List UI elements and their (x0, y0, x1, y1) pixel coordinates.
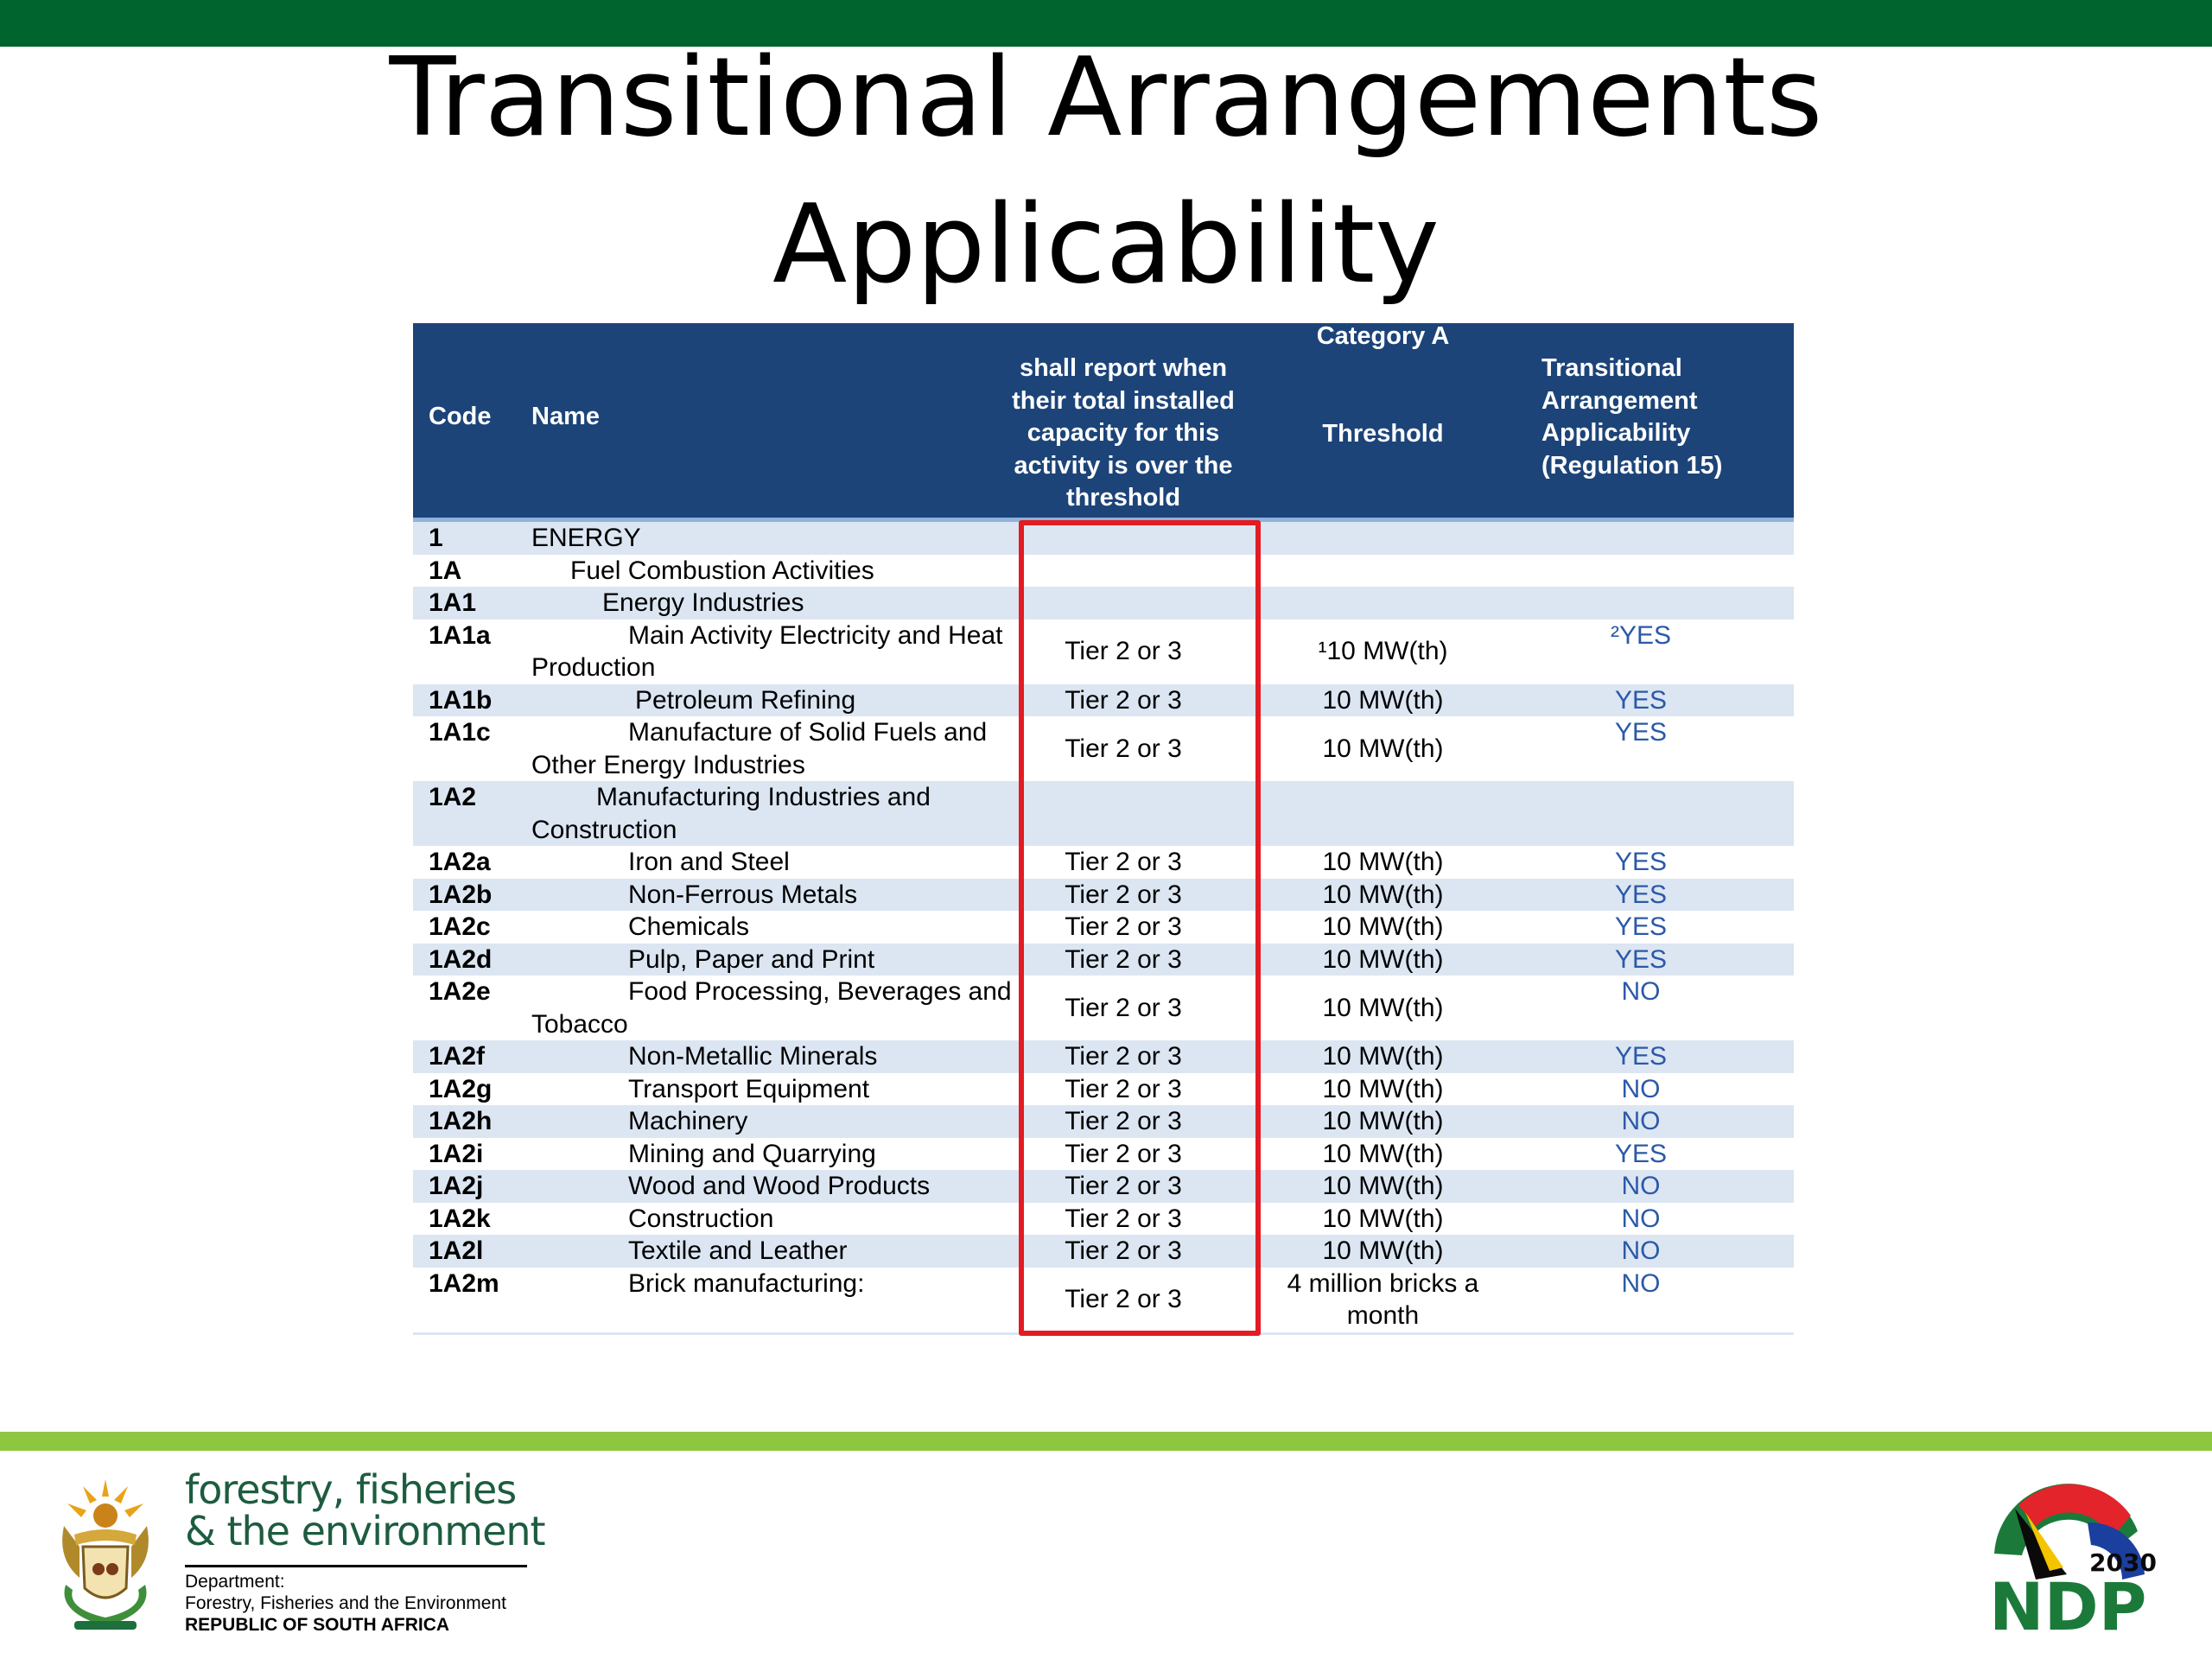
row-code: 1A2l (429, 1236, 484, 1265)
row-code: 1A2m (429, 1268, 499, 1298)
row-code: 1A1b (429, 685, 493, 715)
footer-green-line (0, 1432, 2212, 1451)
department-name-line2: & the environment (185, 1508, 545, 1554)
row-transitional-applicability: YES (1614, 912, 1668, 941)
row-code: 1A2h (429, 1107, 493, 1135)
row-code: 1A2i (429, 1139, 484, 1168)
row-name: Non-Ferrous Metals (628, 880, 858, 909)
row-name: Chemicals (628, 912, 750, 941)
row-code: 1A2j (429, 1172, 484, 1200)
row-code: 1A1c (429, 718, 491, 747)
row-name: ENERGY (531, 524, 641, 552)
header-ta-line: Transitional (1541, 354, 1682, 382)
row-threshold: 10 MW(th) (1322, 1042, 1444, 1071)
row-reporting-tier: Tier 2 or 3 (1065, 944, 1182, 974)
row-reporting-tier: Tier 2 or 3 (1065, 1285, 1182, 1314)
row-name: Production (531, 653, 656, 682)
header-ta-line: Arrangement (1541, 386, 1698, 415)
row-name: Food Processing, Beverages and (628, 977, 1012, 1006)
coat-of-arms-logo (48, 1474, 162, 1639)
row-reporting-tier: Tier 2 or 3 (1065, 637, 1182, 666)
row-transitional-applicability: NO (1621, 1074, 1661, 1103)
row-name: Non-Metallic Minerals (628, 1042, 878, 1071)
highlight-box (1019, 520, 1261, 1336)
row-threshold: 10 MW(th) (1322, 734, 1444, 763)
row-name: Other Energy Industries (531, 750, 805, 779)
row-threshold: 10 MW(th) (1322, 880, 1444, 909)
row-threshold: 4 million bricks a (1287, 1268, 1479, 1298)
row-name: Petroleum Refining (635, 685, 856, 715)
row-threshold: 10 MW(th) (1322, 1172, 1444, 1200)
row-code: 1A2c (429, 912, 491, 941)
ndp-2030-logo (1984, 1471, 2157, 1644)
row-name: Energy Industries (602, 588, 804, 617)
header-report-line: shall report when (1019, 354, 1228, 382)
header-ta-line: (Regulation 15) (1541, 451, 1723, 480)
row-transitional-applicability: YES (1614, 685, 1668, 715)
row-reporting-tier: Tier 2 or 3 (1065, 1074, 1182, 1103)
department-name-line1: forestry, fisheries (185, 1466, 517, 1513)
row-threshold: month (1346, 1301, 1420, 1330)
department-subtitle (185, 1571, 506, 1636)
row-transitional-applicability: NO (1621, 977, 1661, 1006)
row-code: 1A2a (429, 848, 491, 876)
header-category: Category A (1316, 322, 1450, 350)
row-reporting-tier: Tier 2 or 3 (1065, 912, 1182, 941)
row-code: 1A1a (429, 620, 491, 650)
row-name: Machinery (628, 1107, 748, 1135)
row-transitional-applicability: YES (1614, 880, 1668, 909)
row-transitional-applicability: YES (1614, 1139, 1668, 1168)
row-reporting-tier: Tier 2 or 3 (1065, 1107, 1182, 1135)
department-name (185, 1466, 545, 1554)
row-threshold: 10 MW(th) (1322, 1236, 1444, 1265)
row-code: 1A2b (429, 880, 493, 909)
row-transitional-applicability: ²YES (1610, 620, 1672, 650)
row-reporting-tier: Tier 2 or 3 (1065, 1204, 1182, 1233)
row-threshold: 10 MW(th) (1322, 1107, 1444, 1135)
header-report-line: threshold (1065, 484, 1181, 512)
row-threshold: 10 MW(th) (1322, 993, 1444, 1022)
row-threshold: 10 MW(th) (1322, 1074, 1444, 1103)
department-subtitle-line3: REPUBLIC OF SOUTH AFRICA (185, 1615, 450, 1635)
row-name: Mining and Quarrying (628, 1139, 876, 1168)
row-transitional-applicability: YES (1614, 718, 1668, 747)
row-threshold: ¹10 MW(th) (1318, 637, 1448, 666)
row-code: 1A2e (429, 977, 491, 1006)
row-code: 1A2 (429, 783, 477, 811)
row-code: 1A2d (429, 944, 493, 974)
row-code: 1A2g (429, 1074, 493, 1103)
row-code: 1A2k (429, 1204, 491, 1233)
row-name: Manufacturing Industries and (596, 783, 931, 811)
row-name: Tobacco (531, 1009, 628, 1039)
header-report-threshold (996, 353, 1250, 515)
department-divider (185, 1565, 527, 1567)
header-report-line: their total installed (1012, 386, 1235, 415)
row-name: Iron and Steel (628, 848, 790, 876)
header-transitional-arrangement (1541, 353, 1722, 482)
department-subtitle-line1: Department: (185, 1572, 285, 1592)
row-name: Pulp, Paper and Print (628, 944, 875, 974)
row-threshold: 10 MW(th) (1322, 685, 1444, 715)
row-reporting-tier: Tier 2 or 3 (1065, 1172, 1182, 1200)
row-name: Wood and Wood Products (628, 1172, 931, 1200)
row-reporting-tier: Tier 2 or 3 (1065, 880, 1182, 909)
header-report-line: activity is over the (1014, 451, 1233, 480)
row-code: 1A1 (429, 588, 477, 617)
row-transitional-applicability: NO (1621, 1204, 1661, 1233)
slide-title-line1: Transitional Arrangements (389, 34, 1823, 161)
slide-title-line2: Applicability (772, 181, 1440, 308)
row-name: Fuel Combustion Activities (570, 556, 874, 585)
header-report-line: capacity for this (1027, 419, 1220, 447)
row-code: 1A (429, 556, 462, 585)
row-transitional-applicability: YES (1614, 1042, 1668, 1071)
row-transitional-applicability: YES (1614, 848, 1668, 876)
row-threshold: 10 MW(th) (1322, 912, 1444, 941)
row-name: Textile and Leather (628, 1236, 848, 1265)
row-name: Manufacture of Solid Fuels and (628, 718, 988, 747)
row-reporting-tier: Tier 2 or 3 (1065, 1139, 1182, 1168)
row-reporting-tier: Tier 2 or 3 (1065, 734, 1182, 763)
row-threshold: 10 MW(th) (1322, 848, 1444, 876)
row-threshold: 10 MW(th) (1322, 1139, 1444, 1168)
row-name: Construction (628, 1204, 774, 1233)
row-name: Brick manufacturing: (628, 1268, 865, 1298)
row-name: Main Activity Electricity and Heat (628, 620, 1003, 650)
row-transitional-applicability: NO (1621, 1236, 1661, 1265)
row-name: Construction (531, 815, 677, 844)
header-threshold: Threshold (1322, 420, 1444, 448)
row-reporting-tier: Tier 2 or 3 (1065, 685, 1182, 715)
row-name: Transport Equipment (628, 1074, 870, 1103)
row-transitional-applicability: YES (1614, 944, 1668, 974)
header-ta-line: Applicability (1541, 419, 1691, 447)
row-reporting-tier: Tier 2 or 3 (1065, 848, 1182, 876)
row-reporting-tier: Tier 2 or 3 (1065, 1042, 1182, 1071)
department-subtitle-line2: Forestry, Fisheries and the Environment (185, 1593, 506, 1613)
row-reporting-tier: Tier 2 or 3 (1065, 993, 1182, 1022)
header-name: Name (531, 403, 600, 430)
row-code: 1 (429, 524, 443, 552)
row-reporting-tier: Tier 2 or 3 (1065, 1236, 1182, 1265)
table-header (413, 323, 1794, 522)
row-transitional-applicability: NO (1621, 1172, 1661, 1200)
row-transitional-applicability: NO (1621, 1107, 1661, 1135)
row-code: 1A2f (429, 1042, 486, 1071)
row-transitional-applicability: NO (1621, 1268, 1661, 1298)
row-threshold: 10 MW(th) (1322, 944, 1444, 974)
row-threshold: 10 MW(th) (1322, 1204, 1444, 1233)
ndp-letters: NDP (1989, 1568, 2147, 1640)
header-code: Code (429, 403, 492, 430)
ndp-year: 2030 (2089, 1548, 2157, 1577)
